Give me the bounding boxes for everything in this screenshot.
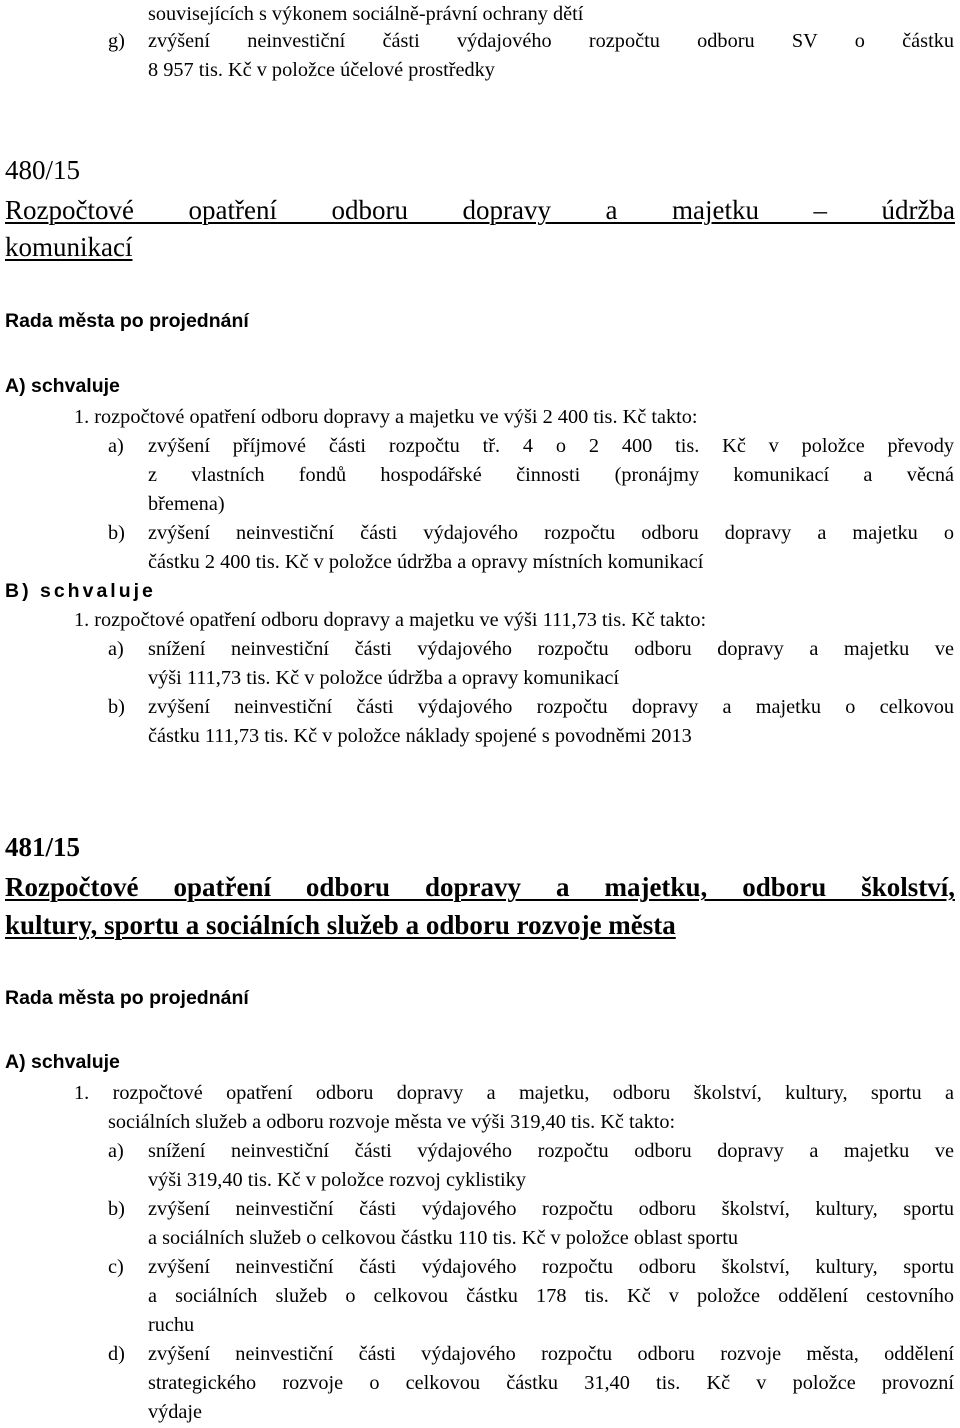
item-text: zvýšení neinvestiční části výdajového rozpočtu dopravy a majetku o celkovou (148, 696, 954, 718)
item-text: 8 957 tis. Kč v položce účelové prostředky (148, 59, 495, 81)
council-heading: Rada města po projednání (5, 310, 249, 332)
item-text: a sociálních služeb o celkovou částku 110 tis. Kč v položce oblast sportu (148, 1227, 739, 1249)
item-label: a) (108, 435, 124, 457)
item-text: zvýšení neinvestiční části výdajového rozpočtu odboru školství, kultury, sportu (148, 1198, 954, 1220)
item-text: snížení neinvestiční části výdajového rozpočtu odboru dopravy a majetku ve (148, 638, 954, 660)
council-heading: Rada města po projednání (5, 987, 249, 1009)
continuation-line: souvisejících s výkonem sociálně-právní ochrany dětí (148, 3, 584, 25)
item-label: g) (108, 30, 125, 52)
measure-line: sociálních služeb a odboru rozvoje města ve výši 319,40 tis. Kč takto: (108, 1111, 676, 1133)
item-text: částku 2 400 tis. Kč v položce údržba a opravy místních komunikací (148, 551, 704, 573)
item-text: výši 319,40 tis. Kč v položce rozvoj cyklistiky (148, 1169, 526, 1191)
item-text: zvýšení neinvestiční části výdajového rozpočtu odboru dopravy a majetku o (148, 522, 954, 544)
item-text: zvýšení neinvestiční části výdajového rozpočtu odboru SV o částku (148, 30, 954, 52)
item-label: a) (108, 1140, 124, 1162)
item-text: strategického rozvoje o celkovou částku 31,40 tis. Kč v položce provozní (148, 1372, 954, 1394)
item-label: c) (108, 1256, 124, 1278)
item-text: ruchu (148, 1314, 195, 1336)
item-label: b) (108, 696, 125, 718)
item-text: zvýšení neinvestiční části výdajového rozpočtu odboru školství, kultury, sportu (148, 1256, 954, 1278)
item-label: b) (108, 1198, 125, 1220)
section-label: A) schvaluje (5, 1051, 120, 1073)
item-label: d) (108, 1343, 125, 1365)
measure-line: 1. rozpočtové opatření odboru dopravy a majetku ve výši 111,73 tis. Kč takto: (74, 609, 707, 631)
item-text: z vlastních fondů hospodářské činnosti (pronájmy komunikací a věcná (148, 464, 954, 486)
item-text: výdaje (148, 1401, 203, 1423)
item-text: zvýšení neinvestiční části výdajového rozpočtu odboru rozvoje města, oddělení (148, 1343, 954, 1365)
item-text: a sociálních služeb o celkovou částku 178 tis. Kč v položce oddělení cestovního (148, 1285, 954, 1307)
item-label: b) (108, 522, 125, 544)
section-label: B) schvaluje (5, 580, 156, 602)
resolution-title: komunikací (5, 232, 133, 262)
item-text: výši 111,73 tis. Kč v položce údržba a opravy komunikací (148, 667, 620, 689)
measure-line: 1. rozpočtové opatření odboru dopravy a majetku, odboru školství, kultury, sportu a (74, 1082, 954, 1104)
item-label: a) (108, 638, 124, 660)
item-text: zvýšení příjmové části rozpočtu tř. 4 o 2 400 tis. Kč v položce převody (148, 435, 954, 457)
item-text: břemena) (148, 493, 225, 515)
item-text: částku 111,73 tis. Kč v položce náklady spojené s povodněmi 2013 (148, 725, 692, 747)
resolution-title: kultury, sportu a sociálních služeb a odboru rozvoje města (5, 910, 676, 940)
section-label: A) schvaluje (5, 375, 120, 397)
resolution-number: 480/15 (5, 155, 81, 185)
measure-line: 1. rozpočtové opatření odboru dopravy a majetku ve výši 2 400 tis. Kč takto: (74, 406, 698, 428)
resolution-title: Rozpočtové opatření odboru dopravy a majetku, odboru školství, (5, 872, 955, 902)
resolution-title: Rozpočtové opatření odboru dopravy a majetku – údržba (5, 195, 955, 225)
item-text: snížení neinvestiční části výdajového rozpočtu odboru dopravy a majetku ve (148, 1140, 954, 1162)
resolution-number: 481/15 (5, 832, 81, 862)
